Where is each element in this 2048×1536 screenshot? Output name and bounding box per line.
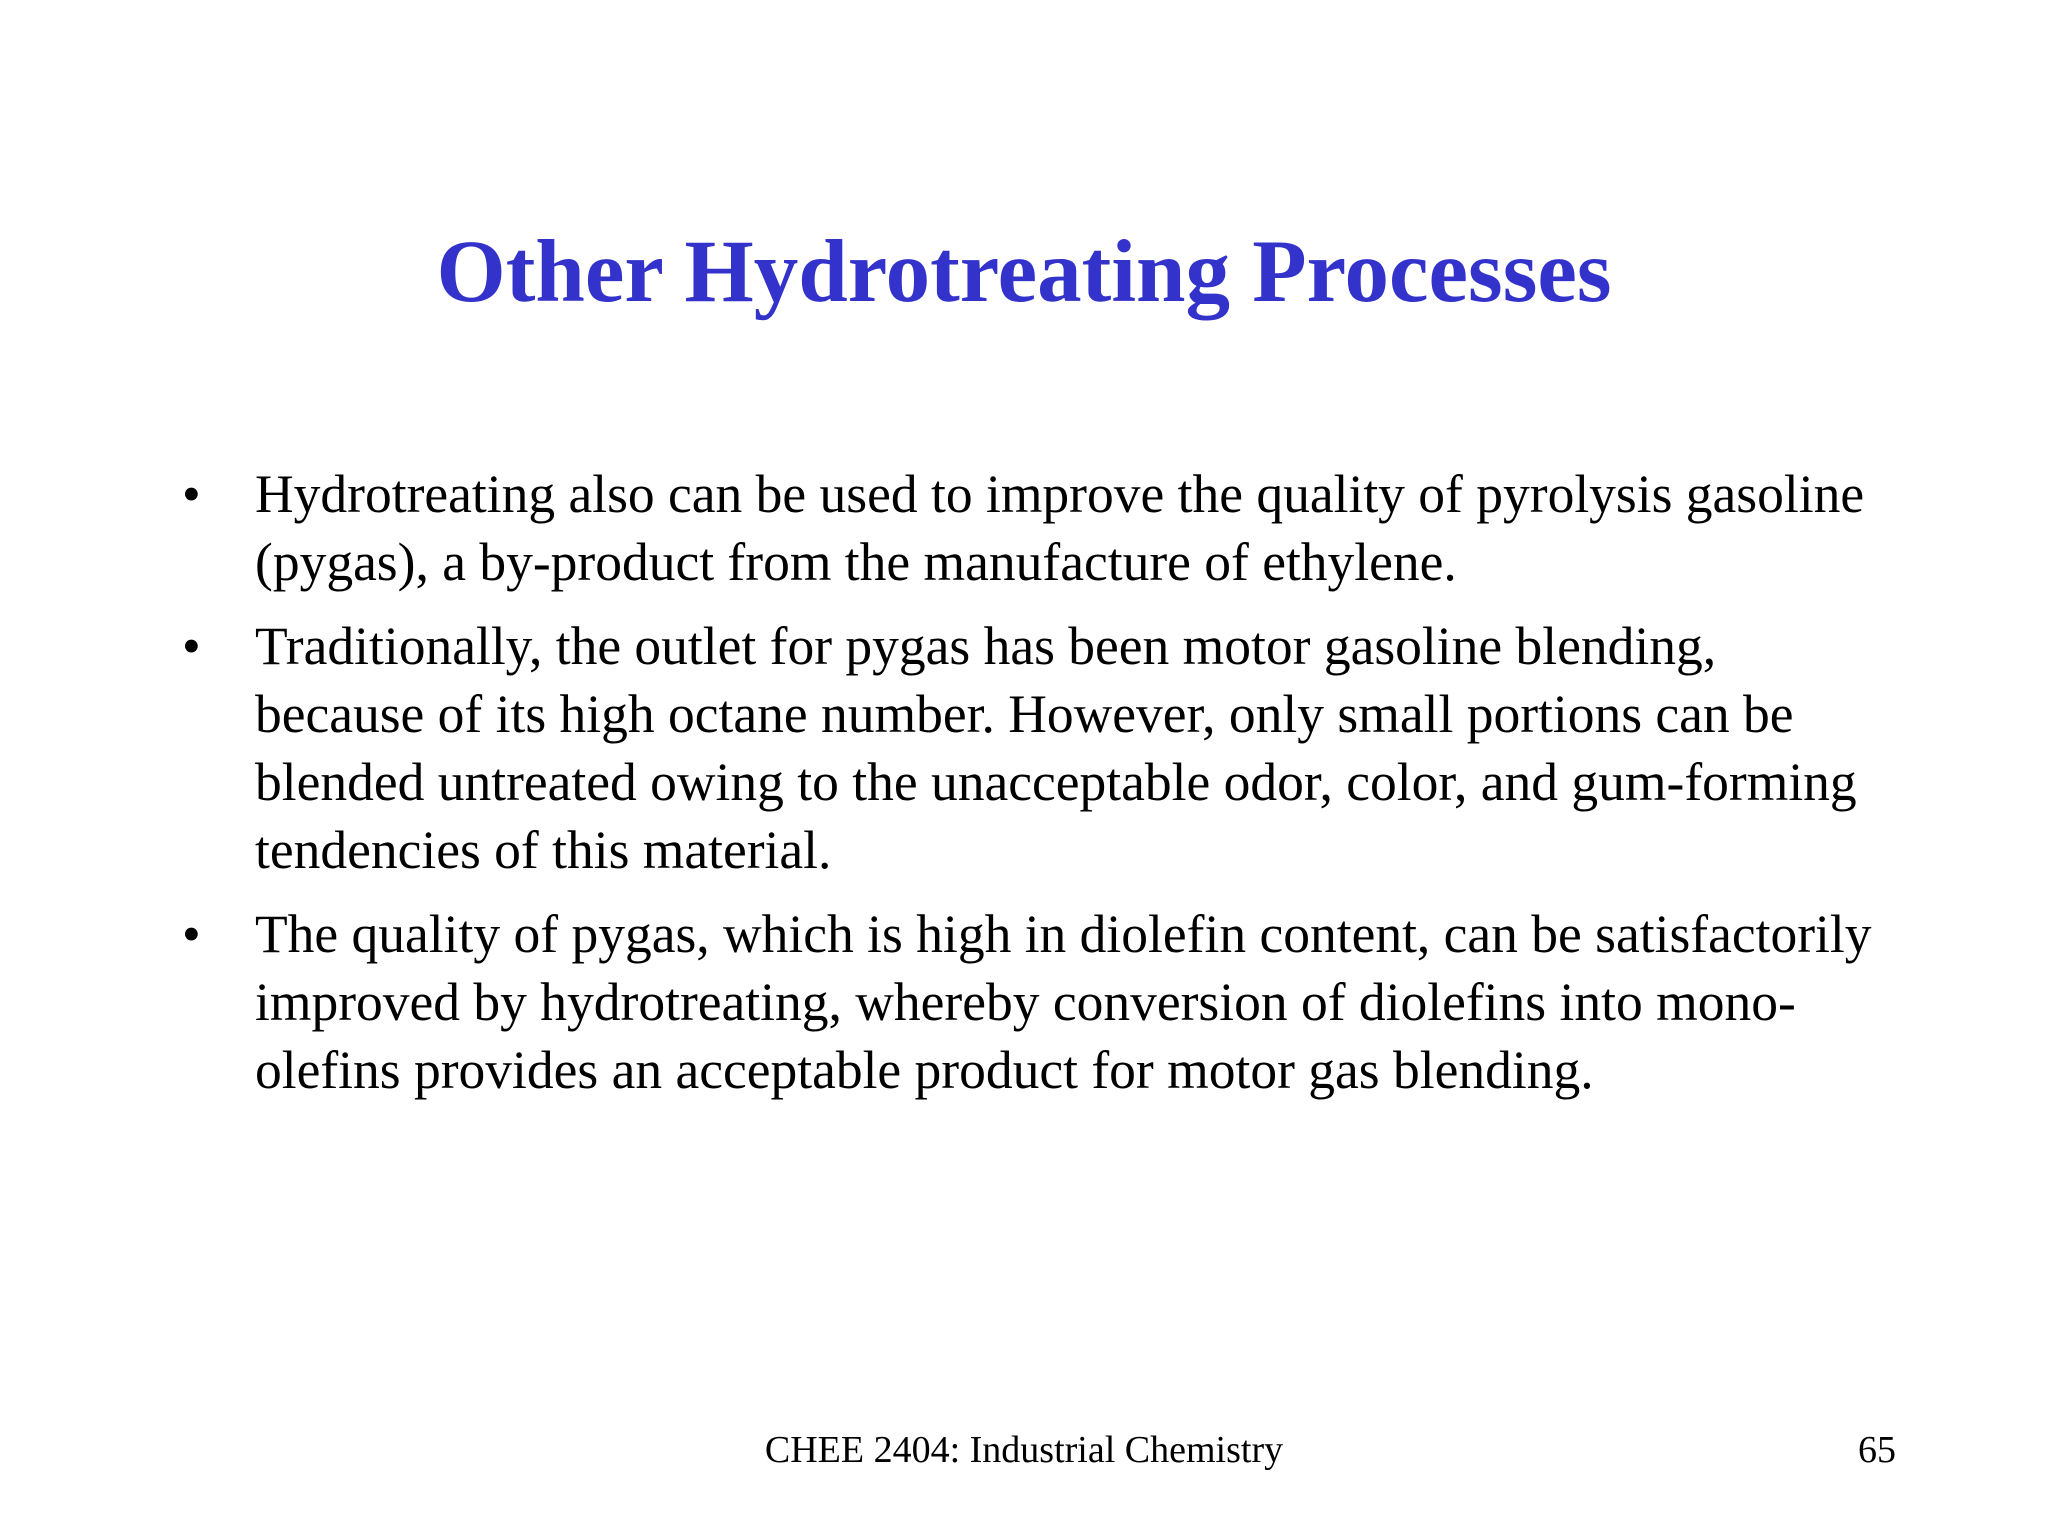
bullet-list <box>170 460 1890 1120</box>
page-number: 65 <box>1858 1429 1896 1471</box>
bullet-icon: • <box>182 464 201 524</box>
bullet-item <box>170 460 1890 596</box>
bullet-item <box>170 900 1890 1104</box>
bullet-icon: • <box>182 904 201 964</box>
bullet-item <box>170 612 1890 884</box>
footer-course-label: CHEE 2404: Industrial Chemistry <box>764 1429 1284 1471</box>
slide-title: Other Hydrotreating Processes <box>436 223 1612 321</box>
bullet-icon: • <box>182 616 201 676</box>
bullet-text: Hydrotreating also can be used to improve the quality of pyrolysis gasoline (pygas), a by-product from the manufacture of ethylene. <box>255 464 1865 592</box>
bullet-text: Traditionally, the outlet for pygas has been motor gasoline blending, because of its high octane number. However, only small portions can be blended untreated owing to the unacceptable odor, color, and gum-forming tendencies of this material. <box>255 616 1857 880</box>
bullet-text: The quality of pygas, which is high in diolefin content, can be satisfactorily improved by hydrotreating, whereby conversion of diolefins into mono-olefins provides an acceptable product for motor gas blending. <box>255 904 1872 1100</box>
